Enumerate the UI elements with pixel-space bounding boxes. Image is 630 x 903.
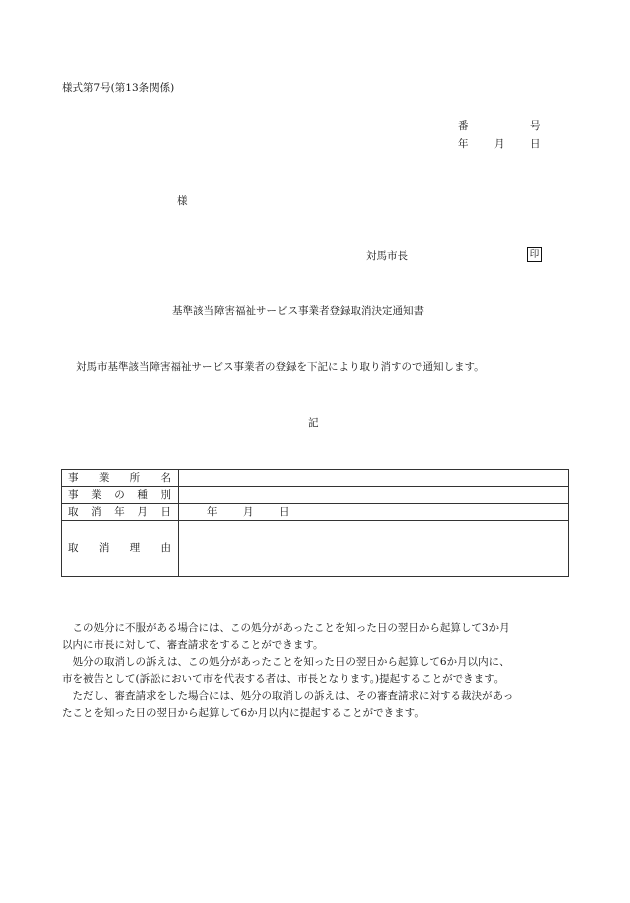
issuer-name: 対馬市長: [366, 250, 408, 262]
notice-line: 以内に市長に対して、審査請求をすることができます。: [62, 639, 324, 651]
number-suffix: 号: [530, 120, 541, 132]
business-type-label: 事 業 の 種 別: [62, 487, 179, 504]
number-label: 番: [458, 120, 469, 132]
notice-line: 市を被告として(訴訟において市を代表する者は、市長となります。)提起することができます。: [62, 673, 505, 685]
notice-line: この処分に不服がある場合には、この処分があったことを知った日の翌日から起算して3か月: [62, 622, 510, 634]
intro-text: 対馬市基準該当障害福祉サービス事業者の登録を下記により取り消すので通知します。: [76, 361, 485, 373]
date-day-label: 日: [530, 138, 541, 150]
appeal-notice: [62, 620, 567, 722]
office-name-label: 事 業 所 名: [62, 470, 179, 487]
revocation-reason-label: 取 消 理 由: [62, 521, 179, 577]
addressee-suffix: 様: [177, 195, 188, 207]
document-title: 基準該当障害福祉サービス事業者登録取消決定通知書: [172, 305, 424, 317]
notice-line: 処分の取消しの訴えは、この処分があったことを知った日の翌日から起算して6か月以内に、: [62, 656, 510, 668]
ki-heading: 記: [308, 417, 319, 429]
seal-mark: 印: [527, 247, 542, 262]
date-year-label: 年: [458, 138, 469, 150]
table-row: [62, 470, 569, 487]
table-row: [62, 504, 569, 521]
revocation-reason-value: [179, 521, 569, 577]
notice-line: ただし、審査請求をした場合には、処分の取消しの訴えは、その審査請求に対する裁決があっ: [62, 690, 514, 702]
table-row: [62, 521, 569, 577]
details-table: [61, 469, 569, 577]
table-row: [62, 487, 569, 504]
business-type-value: [179, 487, 569, 504]
office-name-value: [179, 470, 569, 487]
date-month-label: 月: [494, 138, 505, 150]
revocation-date-value: 年 月 日: [179, 504, 569, 521]
notice-line: たことを知った日の翌日から起算して6か月以内に提起することができます。: [62, 707, 425, 719]
form-number: 様式第7号(第13条関係): [62, 82, 175, 94]
revocation-date-label: 取 消 年 月 日: [62, 504, 179, 521]
